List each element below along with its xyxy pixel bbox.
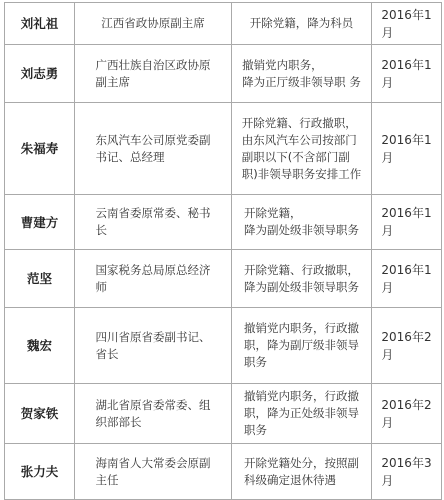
former-position-cell-text [96,205,211,239]
punishment-cell-text [244,388,359,439]
punishment-line: 开除党籍处分，按照副 [244,455,359,470]
punishment-line: 开除党籍，降为科员 [249,16,354,30]
punishment-line: 开除党籍、行政撤职， [241,115,357,130]
punishment-cell-text [242,115,362,183]
punishment-line: 开除党籍、行政撤职， [244,262,359,277]
punishment-line: 降为正厅级非领导职 务 [242,74,361,89]
date-cell [372,308,442,384]
date-line: 2016年1 [381,57,432,72]
punishment-line: 由东风汽车公司按部门 [241,132,357,147]
position-line: 海南省人大常委会原副 [95,455,211,470]
punishment-line: 职)非领导职务安排工作 [241,166,362,181]
date-line: 月 [381,150,394,165]
official-name-cell: 曹建方 [5,195,75,250]
punishment-cell-text [244,262,359,296]
former-position-cell [75,384,232,444]
table-row [5,45,442,103]
former-position-cell [75,45,232,103]
position-line: 师 [95,279,107,294]
date-line: 月 [381,75,394,90]
punishment-line: 撤销党内职务，行政撤 [244,389,359,403]
punishment-line: 职务 [244,355,267,369]
former-position-cell-text [96,329,211,363]
date-cell-text [381,56,431,92]
date-cell-text [381,6,431,42]
former-position-cell [75,444,232,500]
date-line: 2016年1 [381,262,432,277]
punishment-line: 降为副处级非领导职务 [244,279,359,294]
official-name-cell: 刘礼祖 [5,3,75,45]
date-cell-text [381,454,431,490]
former-position-cell-text [96,397,211,431]
date-cell [372,45,442,103]
position-line: 东风汽车公司原党委副 [95,132,211,147]
date-cell [372,250,442,308]
punishment-line: 副职以下(不含部门副 [241,149,350,164]
official-name-cell: 魏宏 [5,308,75,384]
former-position-cell-text [101,15,205,32]
punishment-line: 开除党籍， [244,206,302,220]
date-cell-text [381,328,431,364]
official-name-cell: 贺家铁 [5,384,75,444]
date-line: 2016年3 [381,455,432,470]
punishment-cell-text [244,205,359,239]
punishment-line: 科级确定退休待遇 [244,472,336,487]
former-position-cell [75,3,232,45]
table-row [5,384,442,444]
position-line: 省长 [95,346,119,361]
punishment-line: 撤销党内职务， [242,57,323,72]
punishment-cell [232,444,372,500]
discipline-table [4,2,442,500]
table-row [5,195,442,250]
date-line: 2016年2 [381,329,432,344]
date-cell [372,444,442,500]
table-body [5,3,442,500]
date-cell [372,384,442,444]
date-cell-text [381,204,431,240]
date-cell [372,195,442,250]
position-line: 副主席 [95,74,130,89]
position-line: 长 [95,223,107,237]
date-cell-text [381,396,431,432]
position-line: 国家税务总局原总经济 [95,262,211,277]
former-position-cell [75,308,232,384]
official-name-cell: 刘志勇 [5,45,75,103]
position-line: 四川省原省委副书记、 [95,329,211,344]
punishment-cell [232,3,372,45]
table-row [5,250,442,308]
punishment-cell-text [244,455,359,489]
position-line: 织部部长 [95,414,142,429]
date-line: 2016年2 [381,397,432,412]
punishment-line: 职务 [244,423,267,437]
position-line: 书记、总经理 [95,149,165,164]
former-position-cell [75,250,232,308]
punishment-line: 撤销党内职务，行政撤 [244,321,359,335]
punishment-line: 职，降为正处级非领导 [244,406,359,420]
former-position-cell [75,103,232,195]
date-cell-text [381,131,431,167]
date-line: 月 [381,280,394,295]
position-line: 主任 [95,472,119,487]
punishment-cell-text [242,57,361,91]
position-line: 江西省政协原副主席 [101,16,205,30]
punishment-cell [232,250,372,308]
punishment-cell [232,45,372,103]
official-name-cell: 朱福寿 [5,103,75,195]
official-name-cell: 范坚 [5,250,75,308]
punishment-cell-text [250,15,354,32]
punishment-line: 职，降为副厅级非领导 [244,338,359,352]
date-cell [372,3,442,45]
former-position-cell-text [96,132,211,166]
date-cell [372,103,442,195]
table-row [5,308,442,384]
former-position-cell-text [96,262,211,296]
position-line: 云南省委原常委、秘书 [95,206,211,220]
punishment-cell-text [244,320,359,371]
date-line: 2016年1 [381,132,432,147]
punishment-cell [232,384,372,444]
punishment-cell [232,103,372,195]
table-row [5,103,442,195]
punishment-line: 降为副处级非领导职务 [244,223,359,237]
date-line: 2016年1 [381,7,432,22]
date-line: 月 [381,415,394,430]
former-position-cell-text [96,455,211,489]
date-line: 月 [381,224,394,238]
position-line: 广西壮族自治区政协原 [95,57,211,72]
punishment-cell [232,195,372,250]
former-position-cell-text [96,57,211,91]
position-line: 湖北省原省委常委、组 [95,397,211,412]
date-line: 月 [381,25,394,40]
date-line: 2016年1 [381,206,432,220]
former-position-cell [75,195,232,250]
punishment-cell [232,308,372,384]
official-name-cell: 张力夫 [5,444,75,500]
date-line: 月 [381,473,394,488]
table-row [5,444,442,500]
date-cell-text [381,261,431,297]
date-line: 月 [381,347,394,362]
table-row [5,3,442,45]
